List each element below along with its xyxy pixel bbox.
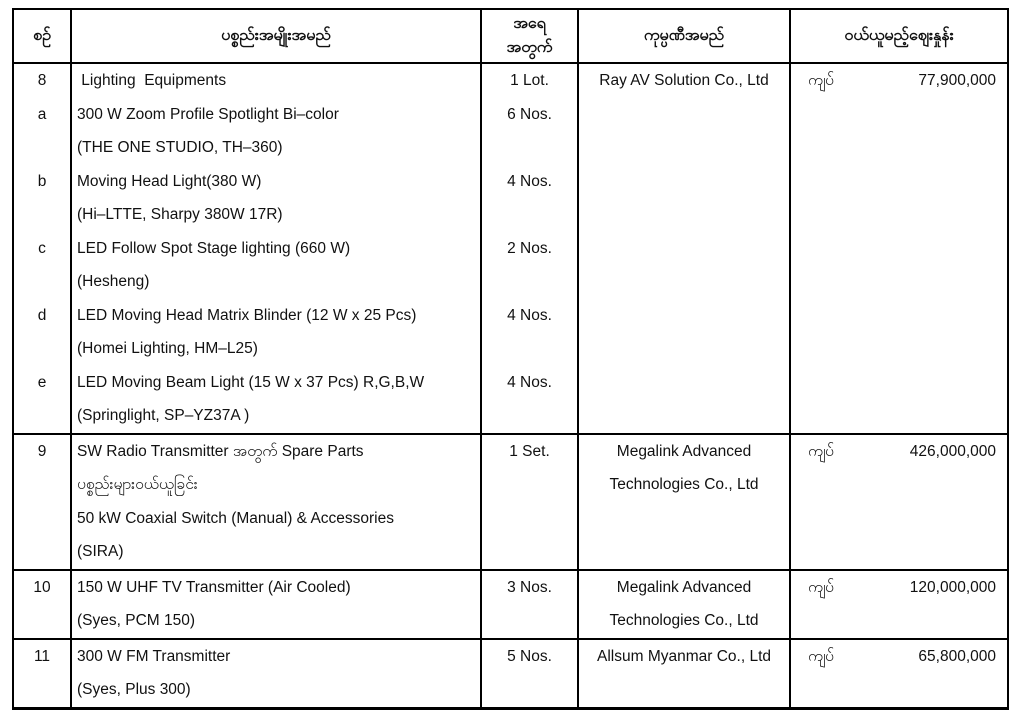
- price-value: 120,000,000: [909, 578, 996, 596]
- price-line: [791, 64, 1007, 98]
- price-value: 65,800,000: [918, 647, 996, 665]
- price-cell: [790, 639, 1008, 709]
- quantity-value: 1 Set.: [509, 442, 550, 460]
- currency-label: ကျပ်: [808, 442, 834, 460]
- serial-value: [14, 265, 70, 299]
- company-name-line: Ray AV Solution Co., Ltd: [599, 72, 769, 89]
- item-line: SW Radio Transmitter အတွက် Spare Parts: [77, 442, 364, 460]
- serial-value: [14, 399, 70, 433]
- quantity-value: 2 Nos.: [507, 239, 552, 257]
- company-name-line: Megalink Advanced: [616, 578, 752, 596]
- quantity-value: [482, 332, 577, 366]
- price-cell: [790, 63, 1008, 434]
- item-line: Lighting Equipments: [77, 72, 227, 89]
- price-cell: [790, 570, 1008, 639]
- price-line: [791, 571, 1007, 605]
- serial-value: 9: [37, 442, 47, 460]
- serial-value: d: [37, 306, 47, 324]
- serial-value: [14, 131, 70, 165]
- table-row: [13, 63, 1008, 434]
- header-company: [578, 9, 790, 63]
- currency-label: ကျပ်: [808, 647, 834, 665]
- item-line: LED Follow Spot Stage lighting (660 W): [77, 239, 351, 257]
- serial-value: c: [38, 239, 46, 257]
- serial-cell: [13, 434, 71, 570]
- quantity-value: 5 Nos.: [507, 647, 552, 665]
- price-value: 77,900,000: [918, 72, 996, 89]
- item-cell: [71, 639, 481, 709]
- serial-cell: [13, 63, 71, 434]
- quantity-value: 4 Nos.: [507, 172, 552, 190]
- serial-value: [14, 198, 70, 232]
- header-quantity: [481, 9, 578, 63]
- serial-value: b: [37, 172, 47, 190]
- item-cell: [71, 570, 481, 639]
- quantity-cell: [481, 570, 578, 639]
- item-line: (Homei Lighting, HM–L25): [77, 340, 258, 357]
- serial-value: 8: [37, 72, 47, 89]
- header-item-name: [71, 9, 481, 63]
- table-row: [13, 639, 1008, 709]
- company-name-line: Technologies Co., Ltd: [609, 612, 759, 629]
- header-serial-label: စဉ်: [33, 27, 51, 44]
- header-row: [13, 9, 1008, 63]
- items-table: [12, 8, 1009, 710]
- header-price: [790, 9, 1008, 63]
- item-line: 300 W FM Transmitter: [77, 647, 231, 665]
- serial-value: e: [37, 373, 47, 391]
- company-name-line: Megalink Advanced: [616, 442, 752, 460]
- company-cell: [578, 63, 790, 434]
- serial-cell: [13, 570, 71, 639]
- quantity-value: 1 Lot.: [510, 72, 549, 89]
- company-cell: [578, 434, 790, 570]
- quantity-value: [482, 265, 577, 299]
- item-line: 300 W Zoom Profile Spotlight Bi–color: [77, 105, 339, 123]
- table-row: [13, 570, 1008, 639]
- company-cell: [578, 570, 790, 639]
- header-quantity-label-line2: အတွက်: [506, 39, 553, 56]
- item-line: (Syes, Plus 300): [77, 681, 191, 698]
- serial-value: 10: [33, 578, 51, 596]
- price-cell: [790, 434, 1008, 570]
- item-line: 150 W UHF TV Transmitter (Air Cooled): [77, 578, 351, 596]
- quantity-value: 4 Nos.: [507, 306, 552, 324]
- item-line: (Syes, PCM 150): [77, 612, 196, 629]
- table-header: [13, 9, 1008, 63]
- quantity-value: [482, 131, 577, 165]
- quantity-value: [482, 399, 577, 433]
- company-name-line: Technologies Co., Ltd: [609, 476, 759, 493]
- serial-cell: [13, 639, 71, 709]
- header-company-label: ကုမ္ပဏီအမည်: [643, 27, 725, 44]
- header-quantity-label-line1: အရေ: [513, 15, 546, 32]
- serial-value: 11: [33, 647, 51, 665]
- item-cell: [71, 434, 481, 570]
- item-cell: [71, 63, 481, 434]
- header-item-name-label: ပစ္စည်းအမျိုးအမည်: [221, 27, 331, 44]
- item-line: (SIRA): [77, 543, 124, 560]
- item-line: ပစ္စည်းများဝယ်ယူခြင်း: [77, 476, 198, 493]
- table-row: [13, 434, 1008, 570]
- serial-value: [14, 332, 70, 366]
- item-line: (Hesheng): [77, 273, 150, 290]
- header-price-label: ဝယ်ယူမည့်ဈေးနှုန်း: [844, 27, 954, 44]
- company-name-line: Allsum Myanmar Co., Ltd: [597, 647, 771, 665]
- currency-label: ကျပ်: [808, 72, 834, 89]
- quantity-value: 3 Nos.: [507, 578, 552, 596]
- header-serial: [13, 9, 71, 63]
- quantity-cell: [481, 639, 578, 709]
- item-line: (Hi–LTTE, Sharpy 380W 17R): [77, 206, 283, 223]
- quantity-value: 4 Nos.: [507, 373, 552, 391]
- serial-value: a: [37, 105, 47, 123]
- item-line: (THE ONE STUDIO, TH–360): [77, 139, 283, 156]
- item-line: Moving Head Light(380 W): [77, 172, 262, 190]
- quantity-cell: [481, 434, 578, 570]
- item-line: LED Moving Head Matrix Blinder (12 W x 25 Pcs): [77, 306, 417, 324]
- table-body: [13, 63, 1008, 708]
- company-cell: [578, 639, 790, 709]
- item-line: 50 kW Coaxial Switch (Manual) & Accessories: [77, 509, 395, 527]
- item-line: (Springlight, SP–YZ37A ): [77, 407, 250, 424]
- currency-label: ကျပ်: [808, 578, 834, 596]
- quantity-value: [482, 198, 577, 232]
- price-line: [791, 435, 1007, 469]
- price-value: 426,000,000: [909, 442, 996, 460]
- quantity-cell: [481, 63, 578, 434]
- price-line: [791, 640, 1007, 674]
- item-line: LED Moving Beam Light (15 W x 37 Pcs) R,G,B,W: [77, 373, 425, 391]
- quantity-value: 6 Nos.: [507, 105, 552, 123]
